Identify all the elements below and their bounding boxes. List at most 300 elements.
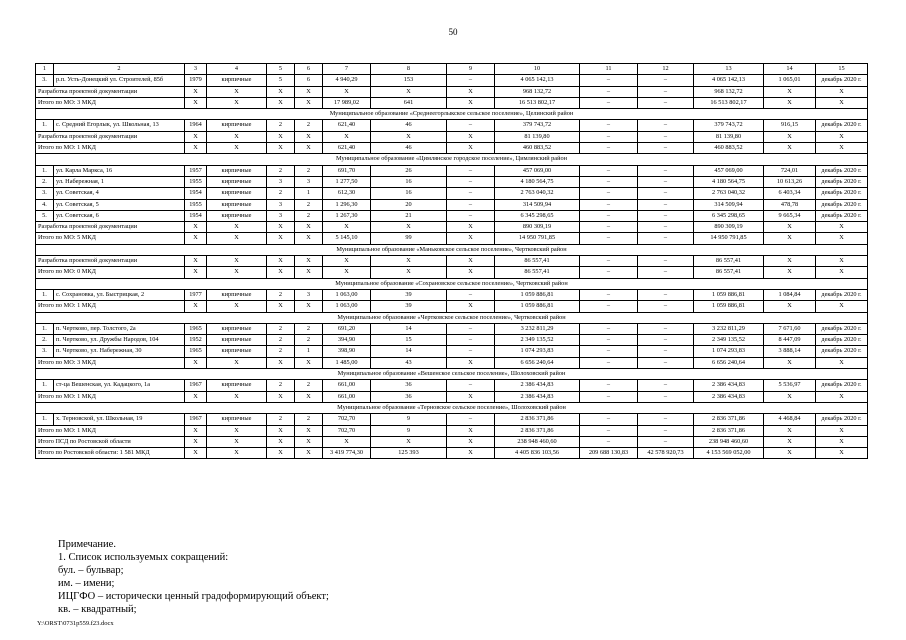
table-cell: 1 065,01 — [764, 75, 816, 86]
table-cell: – — [580, 357, 638, 368]
table-cell: кирпичные — [207, 346, 267, 357]
table-row — [36, 210, 868, 221]
municipality-name: Муниципальное образование «Чертковское сельское поселение», Чертковский район — [36, 312, 868, 323]
table-cell: X — [816, 448, 868, 459]
table-cell: – — [580, 380, 638, 391]
summary-label: Итого по МО: 1 МКД — [36, 425, 185, 436]
table-cell: X — [295, 267, 323, 278]
summary-label: Итого по МО: 1 МКД — [36, 391, 185, 402]
table-cell: 16 513 802,17 — [694, 97, 764, 108]
notes-title: Примечание. — [58, 539, 116, 550]
table-cell: – — [638, 436, 694, 447]
table-cell: X — [447, 267, 495, 278]
table-cell: X — [207, 97, 267, 108]
table-cell: X — [185, 425, 207, 436]
municipality-heading-row — [36, 312, 868, 323]
table-cell: 3 232 811,29 — [694, 323, 764, 334]
table-cell: 3 232 811,29 — [495, 323, 580, 334]
table-cell: 3. — [36, 346, 54, 357]
table-cell: 4 940,29 — [323, 75, 371, 86]
table-cell: 125 393 — [371, 448, 447, 459]
table-cell: X — [447, 222, 495, 233]
table-cell: X — [295, 131, 323, 142]
table-cell: X — [371, 436, 447, 447]
table-cell: 26 — [371, 165, 447, 176]
table-cell: – — [447, 176, 495, 187]
table-cell: 39 — [371, 301, 447, 312]
table-cell: X — [816, 267, 868, 278]
table-cell: X — [764, 256, 816, 267]
table-cell: – — [638, 323, 694, 334]
address-cell: ул. Советская, 5 — [54, 199, 185, 210]
table-cell: – — [638, 301, 694, 312]
table-cell: – — [638, 86, 694, 97]
table-cell: 1965 — [185, 346, 207, 357]
table-cell: – — [580, 425, 638, 436]
table-cell: X — [323, 222, 371, 233]
table-cell: 1 — [295, 188, 323, 199]
table-cell: кирпичные — [207, 75, 267, 86]
table-cell: – — [580, 97, 638, 108]
table-cell: X — [447, 448, 495, 459]
table-cell: X — [207, 222, 267, 233]
table-cell: X — [323, 267, 371, 278]
table-cell: 457 069,00 — [694, 165, 764, 176]
table-cell: 86 557,41 — [495, 267, 580, 278]
address-cell: ул. Набережная, 1 — [54, 176, 185, 187]
header-cell: 3 — [185, 64, 207, 75]
table-cell: – — [638, 131, 694, 142]
table-cell: 1955 — [185, 176, 207, 187]
table-cell: X — [764, 222, 816, 233]
table-row — [36, 289, 868, 300]
table-cell: X — [185, 436, 207, 447]
notes — [58, 538, 329, 616]
address-cell: с. Средний Егорлык, ул. Школьная, 13 — [54, 120, 185, 131]
table-cell: кирпичные — [207, 414, 267, 425]
municipality-heading-row — [36, 402, 868, 413]
table-cell: кирпичные — [207, 199, 267, 210]
summary-row — [36, 97, 868, 108]
table-cell: – — [580, 233, 638, 244]
table-row — [36, 335, 868, 346]
table-cell: декабрь 2020 г. — [816, 210, 868, 221]
table-cell: X — [816, 425, 868, 436]
address-cell: ул. Карла Маркса, 16 — [54, 165, 185, 176]
table-cell: X — [295, 425, 323, 436]
table-cell: 890 309,19 — [495, 222, 580, 233]
table-cell: 9 665,34 — [764, 210, 816, 221]
table-cell: 4 180 564,75 — [495, 176, 580, 187]
table-cell: X — [207, 357, 267, 368]
address-cell: п. Чертково, пер. Толстого, 2а — [54, 323, 185, 334]
table-cell: 1967 — [185, 414, 207, 425]
table-cell: X — [371, 131, 447, 142]
table-cell: 6 345 298,65 — [694, 210, 764, 221]
address-cell: с. Сохрановка, ул. Быстрицкая, 2 — [54, 289, 185, 300]
table-cell: – — [447, 165, 495, 176]
file-path-footer: Y:\ORST\0731p559.f23.docx — [37, 620, 114, 627]
table-cell: 2 — [295, 165, 323, 176]
table-cell: 2 386 434,83 — [495, 380, 580, 391]
table-cell: X — [447, 233, 495, 244]
municipality-name: Муниципальное образование «Терновское сельское поселение», Шолоховский район — [36, 402, 868, 413]
header-cell: 14 — [764, 64, 816, 75]
table-cell: 4 468,84 — [764, 414, 816, 425]
table-cell: X — [207, 425, 267, 436]
municipality-name: Муниципальное образование «Сохрановское сельское поселение», Чертковский район — [36, 278, 868, 289]
table-cell: 6 345 298,65 — [495, 210, 580, 221]
table-cell: 21 — [371, 210, 447, 221]
table-cell: X — [447, 425, 495, 436]
table-cell: 379 743,72 — [694, 120, 764, 131]
header-cell: 1 — [36, 64, 54, 75]
table-cell: 6 656 240,64 — [495, 357, 580, 368]
table-cell: X — [207, 131, 267, 142]
table-cell: 2 — [295, 210, 323, 221]
table-cell: X — [185, 448, 207, 459]
table-cell: 16 — [371, 176, 447, 187]
table-row — [36, 188, 868, 199]
table-cell: 968 132,72 — [495, 86, 580, 97]
address-cell: х. Терновской, ул. Школьная, 19 — [54, 414, 185, 425]
table-cell: декабрь 2020 г. — [816, 380, 868, 391]
municipality-name: Муниципальное образование «Цимлянское городское поселение», Цимлянский район — [36, 154, 868, 165]
table-cell: декабрь 2020 г. — [816, 289, 868, 300]
table-cell: декабрь 2020 г. — [816, 346, 868, 357]
table-cell: 10 613,26 — [764, 176, 816, 187]
table-cell: – — [447, 75, 495, 86]
table-cell: декабрь 2020 г. — [816, 199, 868, 210]
table-cell: X — [816, 391, 868, 402]
summary-label: Итого по МО: 5 МКД — [36, 233, 185, 244]
table-cell: X — [267, 425, 295, 436]
housing-repair-table — [35, 63, 868, 459]
table-cell: 16 513 802,17 — [495, 97, 580, 108]
table-cell: 5 536,97 — [764, 380, 816, 391]
summary-row — [36, 357, 868, 368]
table-cell: X — [185, 143, 207, 154]
municipality-name: Муниципальное образование «Маньковское сельское поселение», Чертковский район — [36, 244, 868, 255]
table-cell: X — [816, 131, 868, 142]
table-cell: 460 883,52 — [694, 143, 764, 154]
table-cell: X — [764, 425, 816, 436]
table-cell: X — [295, 233, 323, 244]
notes-line: 1. Список используемых сокращений: — [58, 552, 229, 563]
table-cell: – — [638, 222, 694, 233]
table-cell: X — [185, 267, 207, 278]
table-cell: 621,40 — [323, 143, 371, 154]
summary-label: Итого по Ростовской области: 1 581 МКД — [36, 448, 185, 459]
table-cell: кирпичные — [207, 323, 267, 334]
table-cell: 641 — [371, 97, 447, 108]
table-cell: 81 139,80 — [495, 131, 580, 142]
table-cell: X — [207, 256, 267, 267]
table-cell: X — [447, 357, 495, 368]
table-cell: – — [580, 414, 638, 425]
table-cell: – — [580, 323, 638, 334]
table-cell: 4 180 564,75 — [694, 176, 764, 187]
table-cell: – — [580, 165, 638, 176]
table-cell: 1 059 886,81 — [694, 301, 764, 312]
table-cell: X — [267, 97, 295, 108]
table-cell: кирпичные — [207, 210, 267, 221]
table-cell: 1. — [36, 165, 54, 176]
table-cell: 890 309,19 — [694, 222, 764, 233]
table-cell: 14 950 791,85 — [694, 233, 764, 244]
table-cell: X — [295, 143, 323, 154]
table-cell: 36 — [371, 391, 447, 402]
table-cell: 1 063,00 — [323, 289, 371, 300]
table-cell: X — [816, 222, 868, 233]
table-cell: X — [764, 391, 816, 402]
table-cell: 1964 — [185, 120, 207, 131]
table-cell: – — [447, 199, 495, 210]
summary-row — [36, 233, 868, 244]
table-cell: 1977 — [185, 289, 207, 300]
table-cell: 1. — [36, 120, 54, 131]
summary-label: Итого по МО: 3 МКД — [36, 97, 185, 108]
table-cell: X — [764, 357, 816, 368]
table-cell: X — [207, 267, 267, 278]
summary-row — [36, 448, 868, 459]
table-cell: 394,90 — [323, 335, 371, 346]
table-cell: 2 — [267, 380, 295, 391]
table-cell: X — [764, 86, 816, 97]
table-cell: X — [267, 448, 295, 459]
table-cell: 1952 — [185, 335, 207, 346]
table-cell: 1 296,30 — [323, 199, 371, 210]
table-cell: 17 989,02 — [323, 97, 371, 108]
table-cell: 16 — [371, 188, 447, 199]
summary-row — [36, 131, 868, 142]
table-row — [36, 346, 868, 357]
table-header-row — [36, 64, 868, 75]
table-cell: X — [764, 143, 816, 154]
page-number: 50 — [448, 27, 458, 37]
table-cell: кирпичные — [207, 188, 267, 199]
summary-label: Итого по МО: 1 МКД — [36, 143, 185, 154]
table-cell: 6 656 240,64 — [694, 357, 764, 368]
table-cell: 14 — [371, 323, 447, 334]
table-cell: – — [638, 335, 694, 346]
table-cell: 1965 — [185, 323, 207, 334]
table-cell: 2 — [267, 120, 295, 131]
table-cell: 968 132,72 — [694, 86, 764, 97]
table-cell: – — [580, 301, 638, 312]
table-cell: 2 836 371,86 — [694, 414, 764, 425]
table-cell: 81 139,80 — [694, 131, 764, 142]
table-cell: 14 — [371, 346, 447, 357]
table-cell: X — [816, 436, 868, 447]
header-cell: 4 — [207, 64, 267, 75]
table-cell: 5. — [36, 210, 54, 221]
table-cell: 460 883,52 — [495, 143, 580, 154]
table-cell: X — [267, 357, 295, 368]
table-cell: 2 — [295, 414, 323, 425]
table-cell: 1. — [36, 289, 54, 300]
table-cell: 702,70 — [323, 425, 371, 436]
header-cell: 9 — [447, 64, 495, 75]
table-cell: X — [267, 222, 295, 233]
summary-row — [36, 143, 868, 154]
table-cell: X — [207, 448, 267, 459]
table-cell: – — [638, 414, 694, 425]
table-cell: X — [816, 301, 868, 312]
table-cell: 2 — [295, 380, 323, 391]
table-cell: 99 — [371, 233, 447, 244]
table-cell: X — [447, 86, 495, 97]
table-cell: 209 688 130,83 — [580, 448, 638, 459]
table-cell: декабрь 2020 г. — [816, 75, 868, 86]
table-cell: 6 — [295, 75, 323, 86]
table-cell: X — [447, 391, 495, 402]
table-cell: 3 — [267, 199, 295, 210]
table-cell: X — [267, 436, 295, 447]
summary-label: Разработка проектной документации — [36, 131, 185, 142]
table-cell: – — [447, 380, 495, 391]
table-cell: X — [295, 301, 323, 312]
municipality-heading-row — [36, 369, 868, 380]
summary-label: Разработка проектной документации — [36, 222, 185, 233]
table-cell: 314 509,94 — [694, 199, 764, 210]
table-cell: – — [580, 143, 638, 154]
table-cell: – — [580, 391, 638, 402]
table-cell: 2. — [36, 335, 54, 346]
table-cell: кирпичные — [207, 120, 267, 131]
table-cell: X — [295, 97, 323, 108]
table-cell: X — [447, 301, 495, 312]
table-cell: X — [764, 233, 816, 244]
table-cell: декабрь 2020 г. — [816, 176, 868, 187]
notes-line: бул. – бульвар; — [58, 565, 124, 576]
table-cell: 2 386 434,83 — [694, 391, 764, 402]
table-cell: – — [638, 199, 694, 210]
table-cell: X — [207, 391, 267, 402]
table-cell: 7 671,60 — [764, 323, 816, 334]
table-cell: – — [580, 199, 638, 210]
table-cell: – — [638, 391, 694, 402]
table-cell: X — [323, 131, 371, 142]
notes-line: кв. – квадратный; — [58, 604, 137, 615]
table-cell: – — [638, 176, 694, 187]
table-cell: 3 419 774,30 — [323, 448, 371, 459]
table-row — [36, 75, 868, 86]
table-cell: X — [185, 301, 207, 312]
table-cell: 15 — [371, 335, 447, 346]
table-cell: X — [295, 357, 323, 368]
table-cell: 9 — [371, 414, 447, 425]
table-cell: 46 — [371, 120, 447, 131]
table-cell: 478,78 — [764, 199, 816, 210]
table-cell: 1 267,30 — [323, 210, 371, 221]
table-cell: X — [816, 256, 868, 267]
table-row — [36, 323, 868, 334]
table-cell: – — [580, 120, 638, 131]
table-cell: 1 059 886,81 — [694, 289, 764, 300]
table-cell: 612,30 — [323, 188, 371, 199]
table-cell: – — [638, 143, 694, 154]
address-cell: ст-ца Вешенская, ул. Кадацкого, 1а — [54, 380, 185, 391]
table-cell: 238 948 460,60 — [694, 436, 764, 447]
table-cell: X — [447, 436, 495, 447]
table-cell: 4 153 569 052,00 — [694, 448, 764, 459]
table-cell: – — [447, 414, 495, 425]
notes-line: ИЦГФО – исторически ценный градоформирующий объект; — [58, 591, 329, 602]
summary-label: Итого по МО: 1 МКД — [36, 301, 185, 312]
table-cell: X — [371, 256, 447, 267]
table-cell: – — [638, 188, 694, 199]
table-cell: 1954 — [185, 210, 207, 221]
table-cell: X — [764, 267, 816, 278]
table-cell: – — [447, 346, 495, 357]
table-cell: – — [638, 346, 694, 357]
table-cell: декабрь 2020 г. — [816, 323, 868, 334]
table-cell: 1 277,50 — [323, 176, 371, 187]
table-cell: X — [295, 86, 323, 97]
table-cell: 4 065 142,13 — [694, 75, 764, 86]
table-cell: X — [323, 86, 371, 97]
table-cell: 3 — [267, 210, 295, 221]
table-cell: 20 — [371, 199, 447, 210]
summary-row — [36, 436, 868, 447]
table-cell: – — [447, 335, 495, 346]
table-cell: 2 — [267, 335, 295, 346]
table-cell: X — [295, 222, 323, 233]
table-cell: 2 763 040,32 — [694, 188, 764, 199]
summary-label: Итого по МО: 0 МКД — [36, 267, 185, 278]
table-cell: – — [580, 188, 638, 199]
table-cell: – — [447, 289, 495, 300]
table-cell: X — [185, 131, 207, 142]
table-cell: X — [816, 86, 868, 97]
table-cell: 2 386 434,83 — [495, 391, 580, 402]
table-cell: X — [185, 97, 207, 108]
table-cell: 2 — [295, 335, 323, 346]
municipality-heading-row — [36, 154, 868, 165]
table-cell: 4 065 142,13 — [495, 75, 580, 86]
table-cell: 621,40 — [323, 120, 371, 131]
table-cell: 43 — [371, 357, 447, 368]
table-cell: 2 — [267, 414, 295, 425]
table-cell: – — [638, 289, 694, 300]
table-cell: X — [207, 143, 267, 154]
header-cell: 11 — [580, 64, 638, 75]
header-cell: 7 — [323, 64, 371, 75]
table-cell: X — [267, 86, 295, 97]
table-cell: X — [764, 448, 816, 459]
table-cell: – — [580, 256, 638, 267]
table-cell: 4 405 836 103,56 — [495, 448, 580, 459]
municipality-name: Муниципальное образование «Вешенское сельское поселение», Шолоховский район — [36, 369, 868, 380]
table-cell: 1 485,00 — [323, 357, 371, 368]
table-cell: X — [447, 131, 495, 142]
table-cell: – — [638, 120, 694, 131]
table-cell: – — [638, 267, 694, 278]
summary-row — [36, 425, 868, 436]
summary-row — [36, 222, 868, 233]
table-cell: 379 743,72 — [495, 120, 580, 131]
table-cell: 2 836 371,86 — [495, 425, 580, 436]
table-cell: 86 557,41 — [694, 256, 764, 267]
table-cell: – — [638, 210, 694, 221]
table-cell: 691,70 — [323, 165, 371, 176]
header-cell: 10 — [495, 64, 580, 75]
address-cell: ул. Советская, 6 — [54, 210, 185, 221]
header-cell: 5 — [267, 64, 295, 75]
table-cell: 2 349 135,52 — [694, 335, 764, 346]
table-cell: X — [323, 436, 371, 447]
